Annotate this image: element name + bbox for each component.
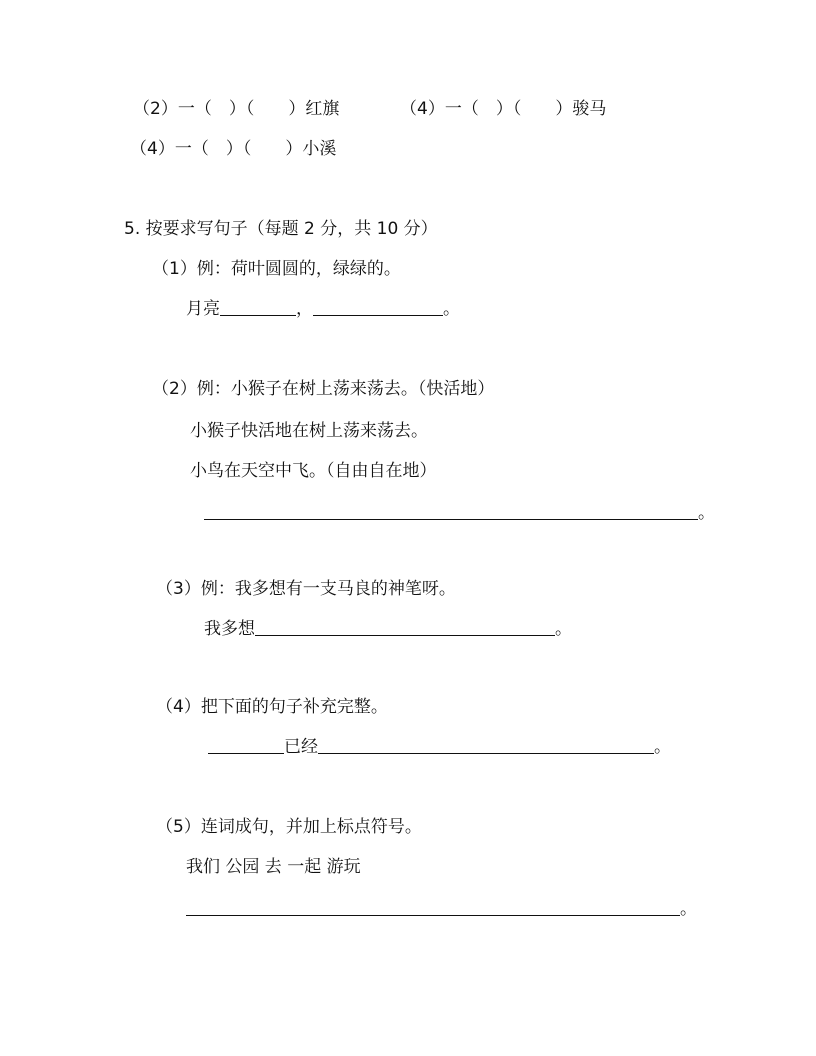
- q4-answer-line: [208, 736, 671, 758]
- item-red-flag-text: （2）一（ ）（ ）红旗: [133, 99, 340, 119]
- q4-blank-1[interactable]: [208, 737, 284, 754]
- item-steed-text: （4）一（ ）（ ）骏马: [400, 99, 607, 119]
- q1-blank-2[interactable]: [313, 299, 443, 316]
- section5-heading-text: 5. 按要求写句子（每题 2 分，共 10 分）: [124, 219, 438, 239]
- q1-example: [152, 258, 401, 280]
- q3-answer-line: [204, 618, 572, 640]
- q5-instruction-text: （5）连词成句，并加上标点符号。: [156, 817, 422, 837]
- q2-prompt-text: 小鸟在天空中飞。（自由自在地）: [190, 461, 437, 481]
- q1-blank-1[interactable]: [220, 299, 296, 316]
- item-red-flag: [133, 98, 339, 120]
- q4-blank-2[interactable]: [318, 737, 654, 754]
- q1-end: 。: [443, 299, 460, 319]
- q4-instruction: [156, 696, 388, 718]
- q1-example-text: （1）例：荷叶圆圆的，绿绿的。: [152, 259, 401, 279]
- item-creek-text: （4）一（ ）（ ）小溪: [130, 139, 337, 159]
- q3-example-text: （3）例：我多想有一支马良的神笔呀。: [156, 579, 456, 599]
- section5-heading: [124, 218, 438, 240]
- q5-words: [186, 856, 361, 878]
- q3-prefix: 我多想: [204, 619, 255, 639]
- q2-end: 。: [698, 503, 715, 523]
- q5-answer-line: [186, 898, 697, 920]
- q1-answer-line: [186, 298, 460, 320]
- q2-prompt: [190, 460, 437, 482]
- q1-sep: ，: [296, 299, 313, 319]
- q3-blank[interactable]: [255, 619, 555, 636]
- q4-end: 。: [654, 737, 671, 757]
- q5-end: 。: [680, 899, 697, 919]
- item-creek: [130, 138, 336, 160]
- q2-example: [152, 378, 494, 400]
- q2-example-text: （2）例：小猴子在树上荡来荡去。（快活地）: [152, 379, 495, 399]
- item-steed: [400, 98, 606, 120]
- q3-example: [156, 578, 456, 600]
- q2-example-answer-text: 小猴子快活地在树上荡来荡去。: [190, 421, 428, 441]
- q2-example-answer: [190, 420, 428, 442]
- q5-words-text: 我们 公园 去 一起 游玩: [186, 857, 361, 877]
- q5-instruction: [156, 816, 422, 838]
- q4-instruction-text: （4）把下面的句子补充完整。: [156, 697, 388, 717]
- q5-blank[interactable]: [186, 899, 680, 916]
- q4-middle: 已经: [284, 737, 318, 757]
- q1-prefix: 月亮: [186, 299, 220, 319]
- q3-end: 。: [555, 619, 572, 639]
- q2-blank[interactable]: [204, 503, 698, 520]
- q2-answer-line: [204, 502, 715, 524]
